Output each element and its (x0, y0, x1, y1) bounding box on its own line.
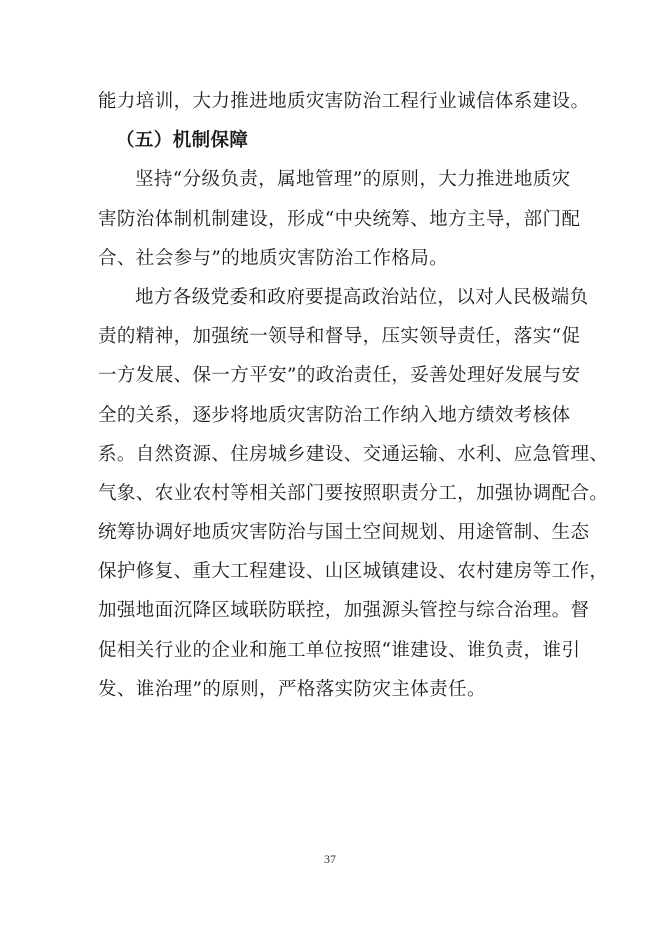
page-number: 37 (324, 852, 336, 866)
text-line: 统筹协调好地质灾害防治与国土空间规划、用途管制、生态 (98, 522, 590, 544)
text-line: 责的精神，加强统一领导和督导，压实领导责任，落实“促 (98, 326, 581, 348)
paragraph-start-line: 地方各级党委和政府要提高政治站位，以对人民极端负 (135, 286, 589, 308)
text-line: 能力培训，大力推进地质灾害防治工程行业诚信体系建设。 (98, 91, 590, 112)
text-line: 合、社会参与”的地质灾害防治工作格局。 (98, 247, 449, 269)
text-line: 发、谁治理”的原则，严格落实防灾主体责任。 (98, 678, 486, 700)
document-body (98, 82, 609, 709)
section-heading: （五）机制保障 (116, 130, 249, 152)
text-line: 一方发展、保一方平安”的政治责任，妥善处理好发展与安 (98, 365, 581, 387)
text-line: 全的关系，逐步将地质灾害防治工作纳入地方绩效考核体 (98, 404, 571, 426)
paragraph-start-line: 坚持“分级负责，属地管理”的原则，大力推进地质灾 (135, 169, 571, 191)
text-line: 促相关行业的企业和施工单位按照“谁建设、谁负责，谁引 (98, 639, 581, 661)
text-line: 保护修复、重大工程建设、山区城镇建设、农村建房等工作， (98, 561, 609, 583)
text-line: 害防治体制机制建设，形成“中央统筹、地方主导，部门配 (98, 208, 581, 230)
text-line: 气象、农业农村等相关部门要按照职责分工，加强协调配合。 (98, 482, 609, 504)
text-line: 系。自然资源、住房城乡建设、交通运输、水利、应急管理、 (98, 443, 609, 465)
text-line: 加强地面沉降区域联防联控，加强源头管控与综合治理。督 (98, 600, 590, 622)
